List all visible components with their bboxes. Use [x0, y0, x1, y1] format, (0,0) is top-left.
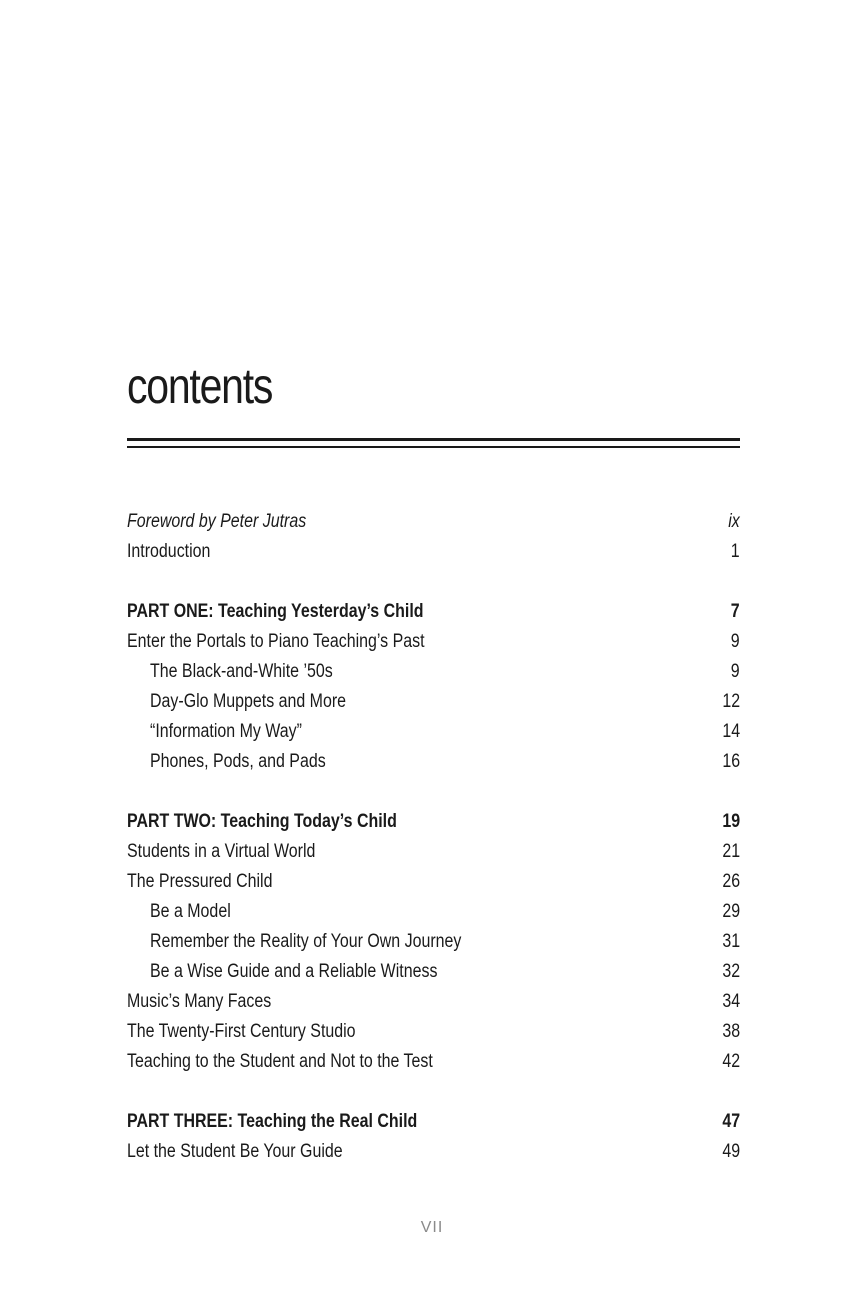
page-title: contents	[127, 358, 273, 414]
title-rule-bottom	[127, 446, 740, 448]
toc-entry	[127, 1017, 740, 1047]
toc-page-number: 47	[722, 1111, 740, 1132]
toc-part-heading	[127, 807, 740, 837]
toc-subentry	[127, 717, 740, 747]
toc-part-heading	[127, 597, 740, 627]
toc-page-number: 42	[722, 1051, 740, 1072]
toc-page-number: 9	[731, 631, 740, 652]
toc-page-number: 1	[731, 541, 740, 562]
toc-subentry	[127, 927, 740, 957]
toc-entry	[127, 507, 740, 537]
toc-page-number: 29	[722, 901, 740, 922]
toc-entry-title: The Twenty-First Century Studio	[127, 1021, 356, 1042]
toc-entry-title: Enter the Portals to Piano Teaching’s Past	[127, 631, 425, 652]
table-of-contents	[127, 507, 740, 1167]
toc-entry-title: Music’s Many Faces	[127, 991, 272, 1012]
toc-page-number: 16	[722, 751, 740, 772]
toc-page-number: 31	[722, 931, 740, 952]
toc-page-number: 7	[731, 601, 740, 622]
toc-entry-title: Foreword by Peter Jutras	[127, 511, 307, 532]
toc-entry	[127, 987, 740, 1017]
title-rule-top	[127, 438, 740, 441]
toc-page-number: 49	[722, 1141, 740, 1162]
toc-entry-title: PART ONE: Teaching Yesterday’s Child	[127, 601, 424, 622]
toc-entry	[127, 1137, 740, 1167]
toc-entry-title: Remember the Reality of Your Own Journey	[150, 931, 462, 952]
toc-page-number: ix	[728, 511, 740, 532]
toc-subentry	[127, 957, 740, 987]
toc-entry-title: Be a Wise Guide and a Reliable Witness	[150, 961, 438, 982]
toc-entry-title: The Black-and-White ’50s	[150, 661, 333, 682]
toc-entry-title: Day-Glo Muppets and More	[150, 691, 347, 712]
toc-entry	[127, 867, 740, 897]
toc-page-number: 12	[722, 691, 740, 712]
page-folio: VII	[420, 1219, 444, 1236]
toc-page-number: 14	[722, 721, 740, 742]
toc-page-number: 19	[722, 811, 740, 832]
toc-entry	[127, 627, 740, 657]
toc-entry-title: Be a Model	[150, 901, 231, 922]
toc-subentry	[127, 897, 740, 927]
toc-page-number: 34	[722, 991, 740, 1012]
toc-entry-title: Teaching to the Student and Not to the Test	[127, 1051, 433, 1072]
toc-entry-title: “Information My Way”	[150, 721, 302, 742]
toc-page-number: 26	[722, 871, 740, 892]
toc-page-number: 21	[722, 841, 740, 862]
toc-entry-title: PART TWO: Teaching Today’s Child	[127, 811, 397, 832]
toc-subentry	[127, 657, 740, 687]
toc-entry-title: Phones, Pods, and Pads	[150, 751, 326, 772]
toc-entry	[127, 1047, 740, 1077]
toc-entry	[127, 537, 740, 567]
toc-entry-title: PART THREE: Teaching the Real Child	[127, 1111, 418, 1132]
toc-page-number: 38	[722, 1021, 740, 1042]
toc-subentry	[127, 747, 740, 777]
toc-entry-title: The Pressured Child	[127, 871, 273, 892]
toc-entry-title: Introduction	[127, 541, 211, 562]
toc-part-heading	[127, 1107, 740, 1137]
toc-entry	[127, 837, 740, 867]
toc-entry-title: Let the Student Be Your Guide	[127, 1141, 343, 1162]
toc-page-number: 9	[731, 661, 740, 682]
toc-subentry	[127, 687, 740, 717]
toc-page-number: 32	[722, 961, 740, 982]
toc-entry-title: Students in a Virtual World	[127, 841, 316, 862]
